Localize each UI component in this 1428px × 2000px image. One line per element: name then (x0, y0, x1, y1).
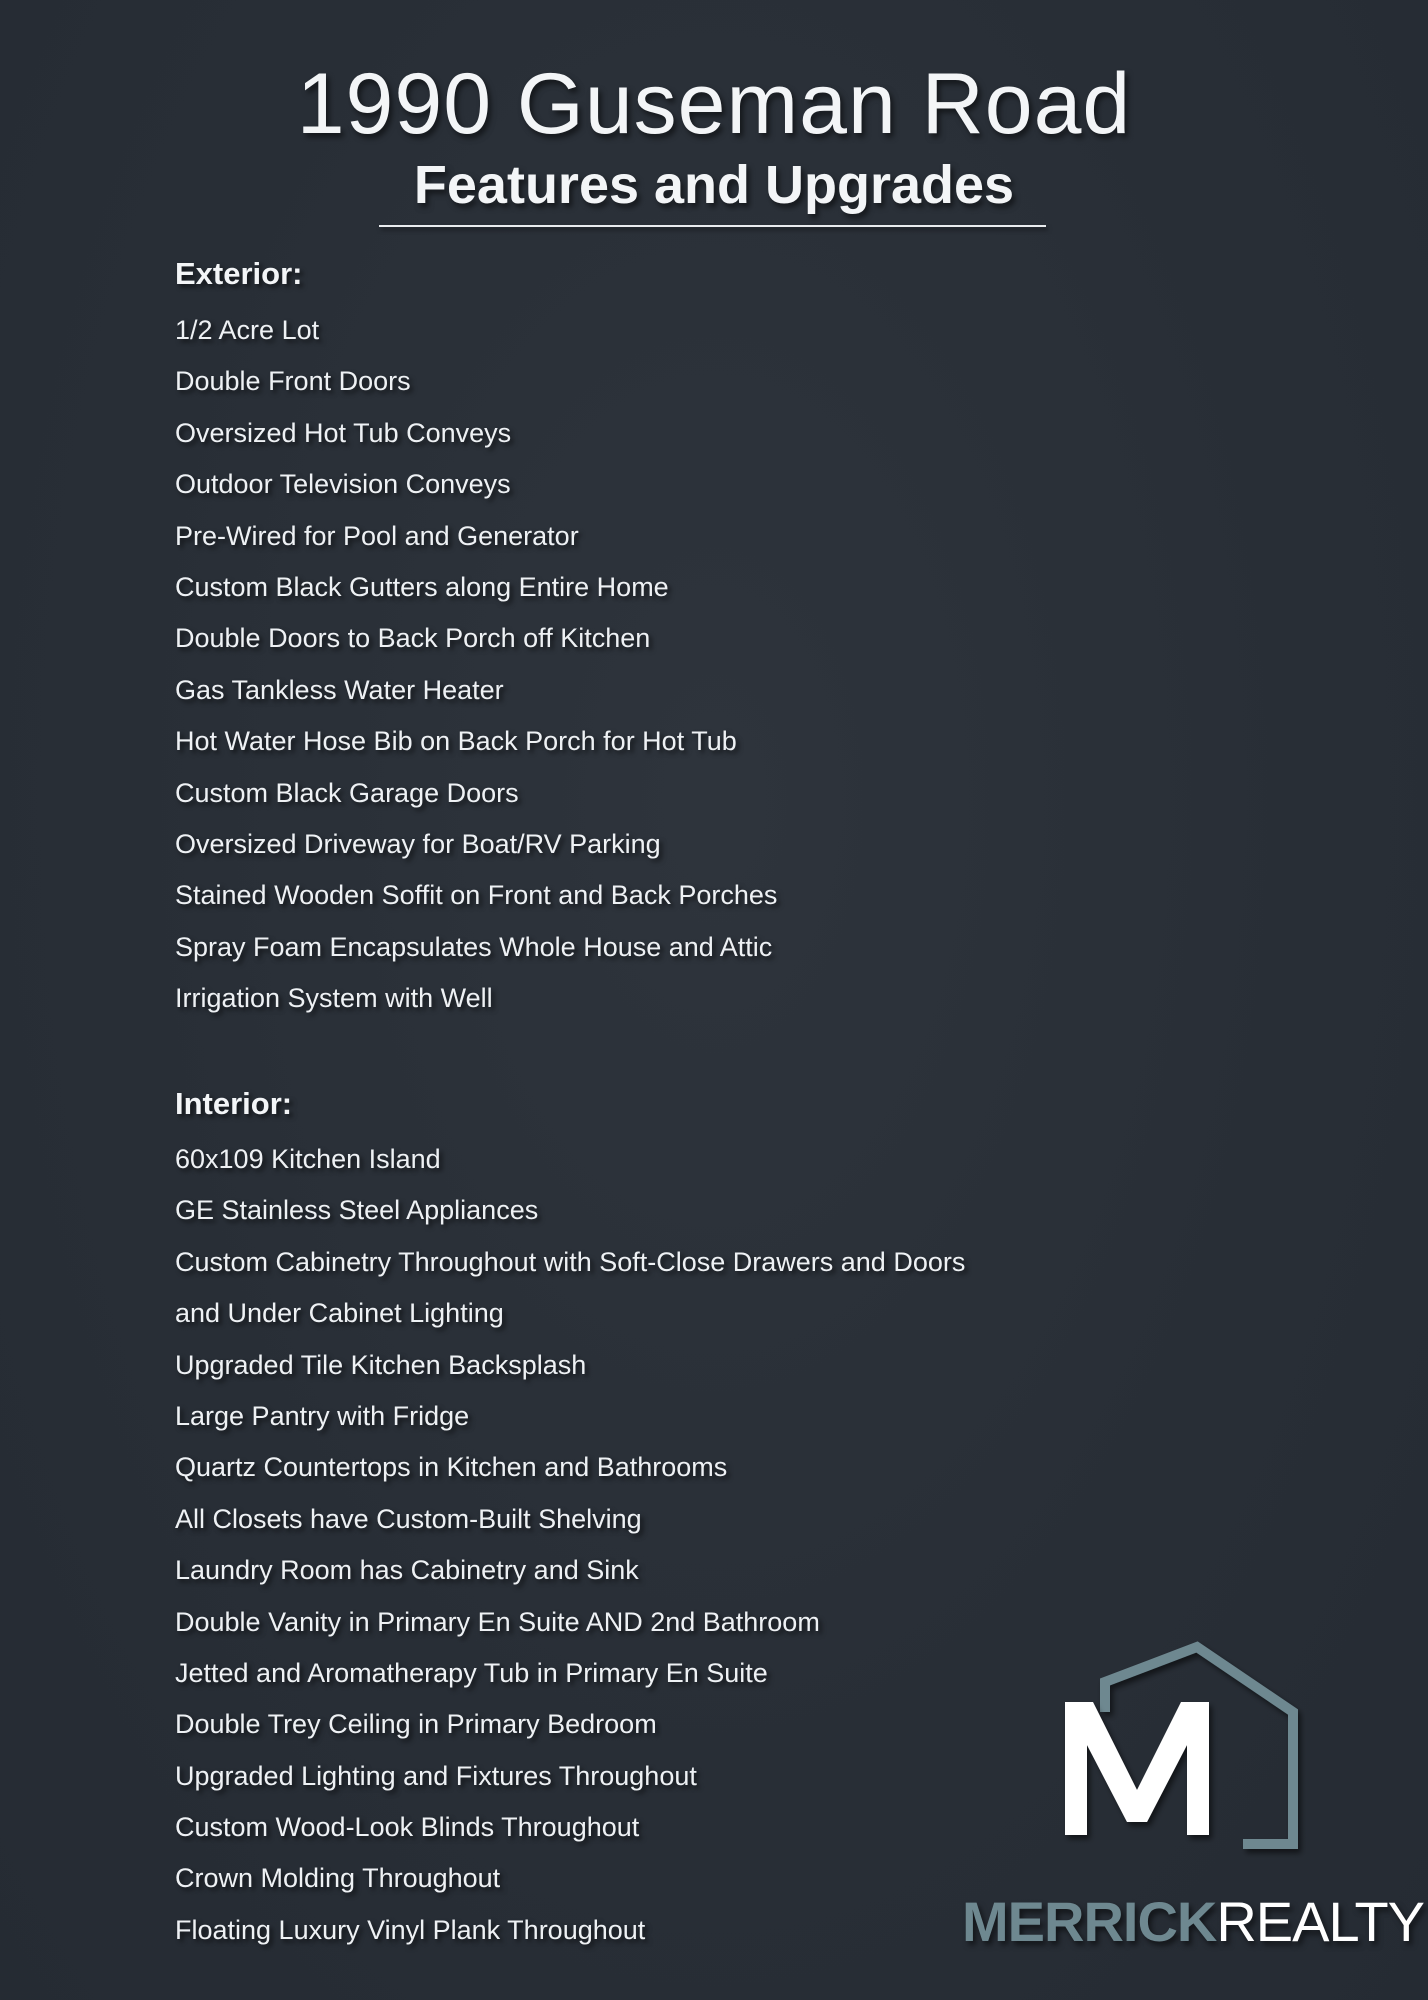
list-item: Pre-Wired for Pool and Generator (175, 520, 579, 551)
list-item: 60x109 Kitchen Island (175, 1144, 441, 1174)
list-item: Laundry Room has Cabinetry and Sink (175, 1555, 639, 1586)
list-item: Double Trey Ceiling in Primary Bedroom (175, 1709, 657, 1740)
list-item: Custom Black Gutters along Entire Home (175, 571, 669, 602)
title-underline (379, 225, 1046, 227)
list-item: Jetted and Aromatherapy Tub in Primary En Suite (175, 1657, 768, 1688)
list-item: Hot Water Hose Bib on Back Porch for Hot Tub (175, 726, 737, 757)
exterior-list (175, 305, 777, 1024)
list-item: GE Stainless Steel Appliances (175, 1195, 539, 1226)
list-item: Large Pantry with Fridge (175, 1400, 470, 1431)
list-item: All Closets have Custom-Built Shelving (175, 1503, 642, 1534)
list-item: Upgraded Lighting and Fixtures Throughout (175, 1760, 697, 1791)
list-item: Outdoor Television Conveys (175, 469, 511, 500)
list-item: Stained Wooden Soffit on Front and Back Porches (175, 880, 778, 911)
list-item: Custom Wood-Look Blinds Throughout (175, 1812, 640, 1843)
brand-wordmark (962, 1892, 1424, 1952)
list-item: Double Vanity in Primary En Suite AND 2nd Bathroom (175, 1606, 820, 1637)
list-item: Double Front Doors (175, 366, 411, 397)
list-item: 1/2 Acre Lot (175, 315, 320, 345)
list-item: Oversized Hot Tub Conveys (175, 417, 512, 448)
list-item: and Under Cabinet Lighting (175, 1298, 504, 1329)
interior-heading: Interior: (175, 1086, 293, 1121)
list-item: Spray Foam Encapsulates Whole House and Attic (175, 931, 773, 962)
list-item: Quartz Countertops in Kitchen and Bathrooms (175, 1452, 728, 1483)
list-item: Custom Cabinetry Throughout with Soft-Close Drawers and Doors (175, 1246, 966, 1277)
exterior-heading: Exterior: (175, 256, 303, 291)
list-item: Floating Luxury Vinyl Plank Throughout (175, 1914, 646, 1945)
list-item: Oversized Driveway for Boat/RV Parking (175, 828, 661, 859)
list-item: Double Doors to Back Porch off Kitchen (175, 623, 651, 654)
brand-part-realty: REALTY (1216, 1890, 1425, 1953)
interior-list (175, 1134, 965, 1956)
page-subtitle: Features and Upgrades (413, 155, 1015, 215)
list-item: Crown Molding Throughout (175, 1863, 501, 1894)
list-item: Custom Black Garage Doors (175, 777, 519, 808)
list-item: Upgraded Tile Kitchen Backsplash (175, 1349, 587, 1380)
list-item: Irrigation System with Well (175, 983, 493, 1014)
list-item: Gas Tankless Water Heater (175, 674, 504, 705)
brand-part-merrick: MERRICK (962, 1890, 1217, 1953)
page-title: 1990 Guseman Road (296, 56, 1132, 152)
